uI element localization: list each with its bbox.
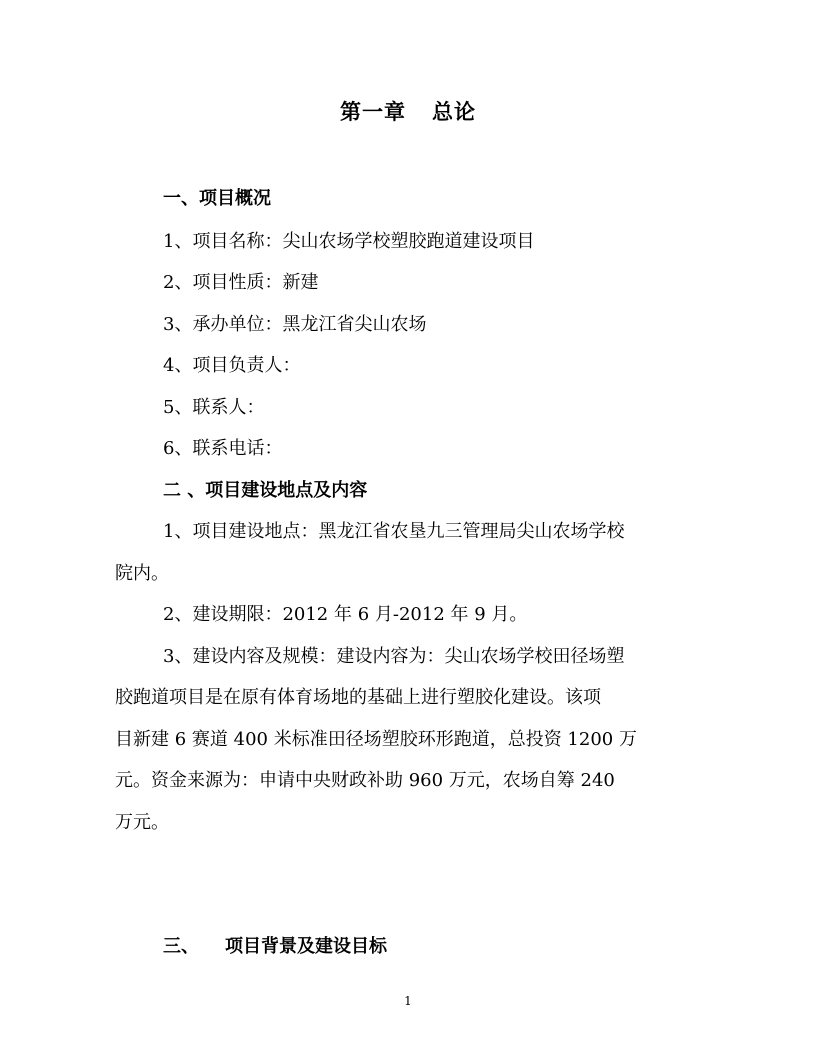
undertaking-unit-line: 3、承办单位：黑龙江省尖山农场	[163, 314, 427, 335]
page-number: 1	[404, 994, 412, 1008]
content-line-3: 目新建 6 赛道 400 米标准田径场塑胶环形跑道，总投资 1200 万	[115, 729, 637, 750]
chapter-number: 第一章	[340, 99, 406, 124]
section1-heading: 一、项目概况	[163, 188, 271, 209]
content-line-2: 胶跑道项目是在原有体育场地的基础上进行塑胶化建设。该项	[115, 687, 601, 708]
chapter-name: 总论	[432, 99, 476, 124]
section3-heading	[163, 936, 387, 958]
project-leader-line: 4、项目负责人：	[163, 355, 301, 376]
section3-title: 项目背景及建设目标	[225, 936, 387, 957]
content-line-5: 万元。	[115, 812, 169, 833]
period-line: 2、建设期限：2012 年 6 月-2012 年 9 月。	[163, 604, 528, 625]
section2-heading: 二 、项目建设地点及内容	[163, 480, 368, 501]
location-line-2: 院内。	[115, 563, 169, 584]
project-nature-line: 2、项目性质：新建	[163, 272, 319, 293]
content-line-1: 3、建设内容及规模：建设内容为：尖山农场学校田径场塑	[163, 646, 625, 667]
section3-number: 三、	[163, 936, 199, 957]
contact-person-line: 5、联系人：	[163, 397, 265, 418]
chapter-title	[0, 96, 816, 126]
location-line-1: 1、项目建设地点：黑龙江省农垦九三管理局尖山农场学校	[163, 521, 625, 542]
contact-phone-line: 6、联系电话：	[163, 438, 283, 459]
content-line-4: 元。资金来源为：申请中央财政补助 960 万元，农场自筹 240	[115, 770, 615, 791]
project-name-line: 1、项目名称：尖山农场学校塑胶跑道建设项目	[163, 231, 535, 252]
